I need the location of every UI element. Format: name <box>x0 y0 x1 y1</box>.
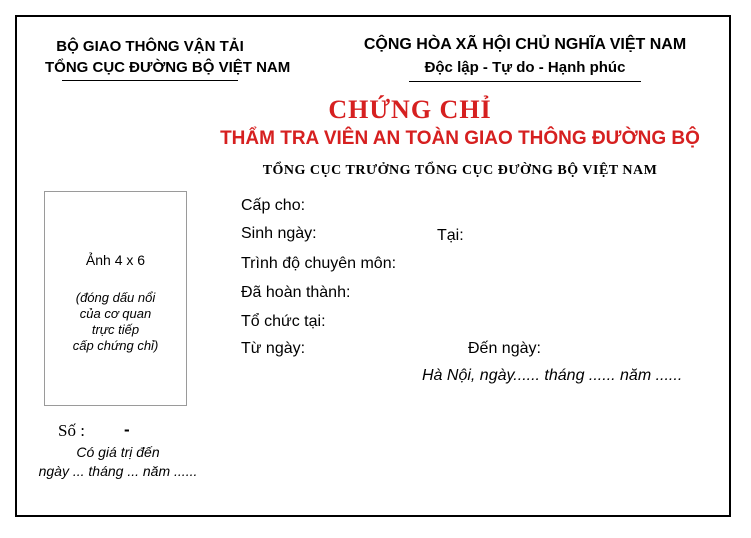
qualification-label: Trình độ chuyên môn: <box>241 255 397 272</box>
photo-placeholder <box>44 191 187 406</box>
motto-underline <box>409 81 641 82</box>
serial-number-value: - <box>124 420 130 439</box>
issued-to-label: Cấp cho: <box>241 197 306 214</box>
certificate-subtitle: THẨM TRA VIÊN AN TOÀN GIAO THÔNG ĐƯỜNG BỘ <box>220 128 700 149</box>
from-date-label: Từ ngày: <box>241 340 306 357</box>
photo-size-label: Ảnh 4 x 6 <box>85 252 146 268</box>
validity-line: Có giá trị đến <box>76 444 160 460</box>
photo-note-line: của cơ quan <box>79 306 152 321</box>
republic-name: CỘNG HÒA XÃ HỘI CHỦ NGHĨA VIỆT NAM <box>363 36 687 53</box>
photo-note-line: trực tiếp <box>91 322 140 337</box>
directorate-name: TỔNG CỤC ĐƯỜNG BỘ VIỆT NAM <box>45 59 291 76</box>
photo-note-line: cấp chứng chỉ) <box>72 338 159 353</box>
photo-stamp-note <box>45 290 186 354</box>
birth-place-label: Tại: <box>437 227 464 244</box>
ministry-name: BỘ GIAO THÔNG VẬN TẢI <box>56 38 244 55</box>
completed-label: Đã hoàn thành: <box>241 284 351 301</box>
validity-line: ngày ... tháng ... năm ...... <box>38 463 198 479</box>
certificate-title: CHỨNG CHỈ <box>328 95 492 124</box>
national-motto: Độc lập - Tự do - Hạnh phúc <box>424 59 626 76</box>
serial-number-label: Số : <box>58 421 85 440</box>
issuer-title: TỔNG CỤC TRƯỞNG TỔNG CỤC ĐƯỜNG BỘ VIỆT NAM <box>262 163 658 178</box>
place-date-line: Hà Nội, ngày...... tháng ...... năm ...... <box>422 367 683 384</box>
organized-at-label: Tổ chức tại: <box>241 313 326 330</box>
photo-note-line: (đóng dấu nổi <box>75 290 156 305</box>
ministry-underline <box>62 80 238 81</box>
to-date-label: Đến ngày: <box>468 340 541 357</box>
birth-date-label: Sinh ngày: <box>241 225 317 242</box>
validity-note <box>28 443 208 481</box>
